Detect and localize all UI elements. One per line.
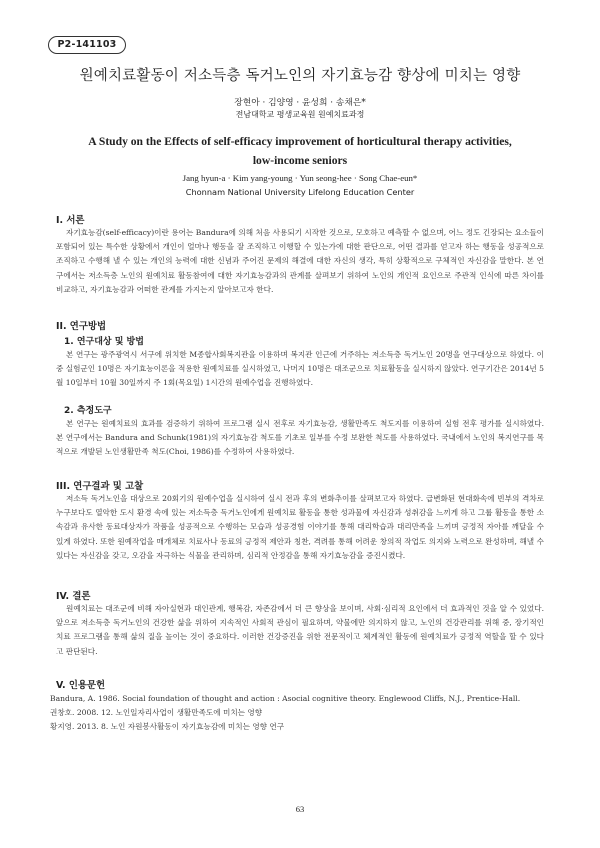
subjects-paragraph: 본 연구는 광주광역시 서구에 위치한 M종합사회복지관을 이용하며 복지관 인근에 거주하는 저소득층 독거노인 20명을 연구대상으로 하였다. 이중 실험군인 10명은 자기효능이론을 적용한 원예치료를 실시하였고, 나머지 10명은 대조군으로 치료활동을 실시하지 않았다. 연구기간은 2014년 5월 10일부터 10월 30일까지 주 1회(목요일) 1시간의 원예수업을 진행하였다.	[56, 350, 544, 388]
title-korean: 원예치료활동이 저소득층 독거노인의 자기효능감 향상에 미치는 영향	[79, 68, 521, 84]
reference-item: 권창호. 2008. 12. 노인일자리사업이 생활만족도에 미치는 영향	[50, 708, 263, 718]
conclusion-paragraph: 원예치료는 대조군에 비해 자아실현과 대인관계, 행복감, 자존감에서 더 큰 향상을 보이며, 사회·심리적 요인에서 더 효과적인 것을 알 수 있었다. 앞으로 저소득층 독거노인의 건강한 삶을 위하여 지속적인 사회적 관심이 필요하며, 약물에만 의지하지 않고, 노인의 건강관리를 위해 중, 장기적인 치료 프로그램을 통해 삶의 질을 높이는 것이 중요하다. 이러한 건강증진을 위한 전문적이고 체계적인 활동에 원예치료가 긍정적 역할을 할 수 있다고 판단된다.	[56, 604, 544, 656]
reference-list	[50, 692, 544, 735]
affiliation-korean: 전남대학교 평생교육원 원예치료과정	[235, 110, 365, 119]
section-heading-intro: I. 서론	[56, 215, 85, 226]
section-intro	[56, 226, 544, 297]
section-conclusion	[56, 602, 544, 659]
subheading-subjects: 1. 연구대상 및 방법	[64, 337, 144, 347]
section-heading-conclusion: IV. 결론	[56, 591, 91, 602]
section-results	[56, 492, 544, 563]
results-paragraph: 저소득 독거노인을 대상으로 20회기의 원예수업을 실시하여 실시 전과 후의 변화추이를 살펴보고자 하였다. 급변화된 현대화속에 빈부의 격차로 누구보다도 열악한 도시 환경 속에 있는 저소득층 독거노인에게 원예치료 활동을 통한 성과물에 자신감과 성취감을 느끼게 하고 그룹 활동을 통한 소속감과 유사한 동료대상자가 작품을 성공적으로 수행하는 모습과 성공경험 이야기를 통해 대리학습과 대리만족을 느끼며 긍정적 자아를 깨달을 수 있게 하였다. 또한 원예작업을 매개체로 치료사나 동료의 긍정적 제안과 칭찬, 격려를 통해 어려운 창의적 작업도 의지와 노력으로 완성하며, 해낼 수 있다는 자신감을 갖고, 오감을 자극하는 식물을 관리하며, 심리적 안정감을 통해 자기효능감을 증진시켰다.	[56, 494, 544, 560]
instruments-paragraph: 본 연구는 원예치료의 효과를 검증하기 위하여 프로그램 실시 전후로 자기효능감, 생활만족도 척도지를 이용하여 실험 전후 평가를 실시하였다. 본 연구에서는 Bandura and Schunk(1981)의 자기효능감 척도를 기초로 일부를 수정 보완한 척도를 사용하였다. 국내에서 노인의 복지연구를 목적으로 개발된 노인생활만족 척도(Choi, 1986)를 수정하여 사용하였다.	[56, 419, 544, 457]
reference-item: 황지영. 2013. 8. 노인 자원봉사활동이 자기효능감에 미치는 영향 연구	[50, 722, 285, 732]
page-number: 63	[295, 804, 305, 814]
section-method-subjects	[56, 348, 544, 391]
section-method-instruments	[56, 417, 544, 460]
title-english-line1: A Study on the Effects of self-efficacy improvement of horticultural therapy activities,	[88, 135, 512, 148]
intro-paragraph: 자기효능감(self-efficacy)이란 용어는 Bandura에 의해 처음 사용되기 시작한 것으로, 모호하고 예측할 수 없으며, 어느 정도 긴장되는 요소들이 포함되어 있는 특수한 상황에서 개인이 얼마나 행동을 잘 조직하고 이행할 수 있는가에 대한 판단으로, 어떤 결과를 얻고자 하는 행동을 성공적으로 조직하고 수행해 낼 수 있는 개인의 능력에 대한 신념과 주어진 문제의 해결에 대한 자신의 생각, 특히 상황적으로 구체적인 자신감을 말한다. 본 연구에서는 저소득층 노인의 원예치료 활동참여에 대한 자기효능감과의 관계를 살펴보기 위하여 노인의 개인적 요인으로 주관적 인식에 따른 차이를 비교하고, 자기효능감과 어떠한 관계를 가지는지 알아보고자 한다.	[56, 228, 544, 294]
reference-item: Bandura, A. 1986. Social foundation of thought and action : Asocial cognitive theory. Englewood Cliffs, N.J., Prentice-Hall.	[50, 694, 521, 703]
section-heading-method: II. 연구방법	[56, 321, 107, 332]
affiliation-english: Chonnam National University Lifelong Education Center	[185, 187, 415, 197]
title-english	[40, 132, 560, 170]
title-english-line2: low-income seniors	[252, 154, 348, 167]
authors-korean: 장현아 · 김양영 · 윤성희 · 송채은*	[234, 98, 366, 108]
subheading-instruments: 2. 측정도구	[64, 406, 112, 416]
abstract-code-badge: P2-141103	[48, 36, 126, 54]
section-heading-references: V. 인용문헌	[56, 680, 106, 691]
section-heading-results: III. 연구결과 및 고찰	[56, 481, 144, 492]
authors-english: Jang hyun-a · Kim yang-young · Yun seong-hee · Song Chae-eun*	[182, 173, 418, 183]
